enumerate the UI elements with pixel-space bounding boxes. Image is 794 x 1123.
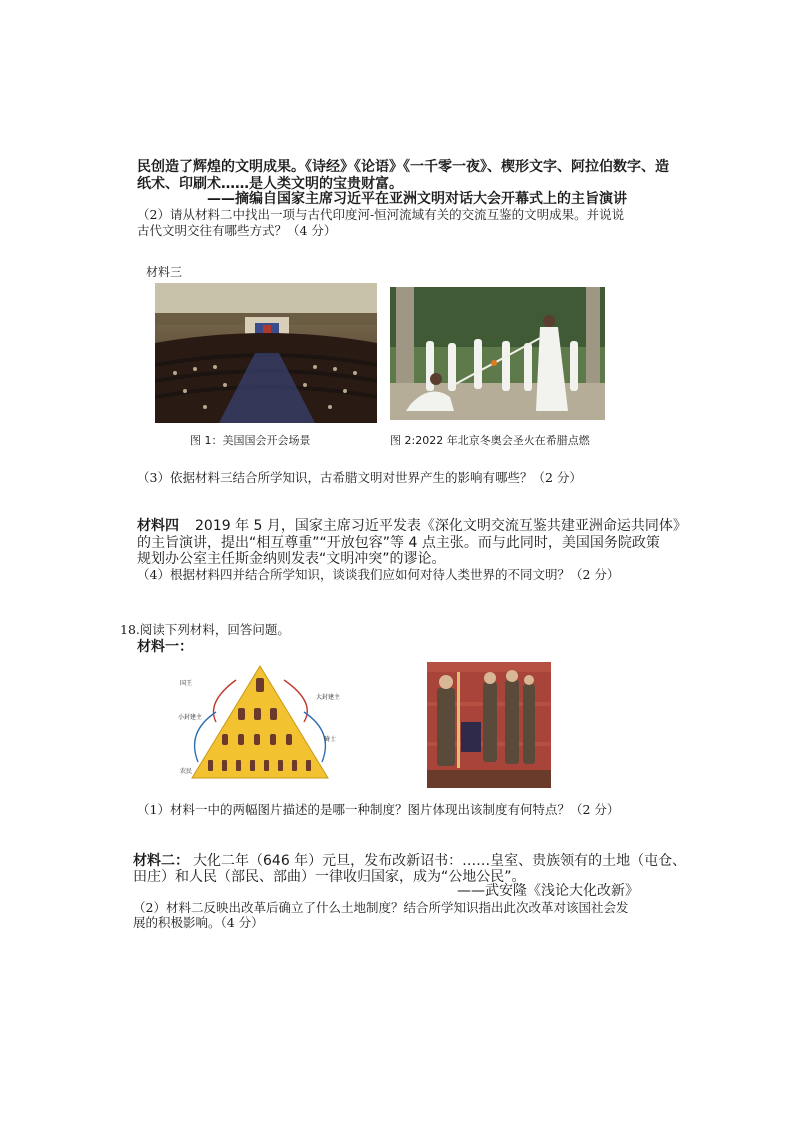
figure-1-caption: 图 1：美国国会开会场景 (190, 434, 311, 447)
material-2-line-1: 大化二年（646 年）元旦，发布改新诏书：……皇室、贵族领有的土地（屯仓、 (193, 853, 687, 869)
feudal-pyramid-diagram (176, 662, 356, 782)
question-18-title: 18.阅读下列材料，回答问题。 (120, 622, 290, 637)
question-18-2-line-1: （2）材料二反映出改革后确立了什么土地制度？结合所学知识指出此次改革对该国社会发 (133, 900, 629, 915)
pyramid-label-knight: 骑士 (324, 736, 337, 743)
material-2-source: ——武安隆《浅论大化改新》 (457, 883, 639, 899)
material-4-line-3: 规划办公室主任斯金纳则发表“文明冲突”的谬论。 (137, 551, 446, 567)
question-3: （3）依据材料三结合所学知识，古希腊文明对世界产生的影响有哪些？（2 分） (137, 470, 582, 485)
material-2-label: 材料二： (133, 853, 189, 869)
pyramid-label-peasant: 农民 (180, 768, 193, 775)
medieval-homage-painting (427, 662, 551, 788)
material-3-label: 材料三 (146, 265, 183, 279)
pyramid-label-great-lord: 大封建主 (316, 694, 341, 701)
material-2-line-2: 田庄）和人民（部民、部曲）一律收归国家，成为“公地公民”。 (133, 869, 526, 885)
intro-line-2: 纸术、印刷术……是人类文明的宝贵财富。 (137, 176, 403, 192)
congress-photo (155, 283, 377, 423)
pyramid-label-king: 国王 (180, 680, 193, 687)
question-2-line-1: （2）请从材料二中找出一项与古代印度河-恒河流域有关的交流互鉴的文明成果。并说说 (137, 207, 625, 222)
material-4-line-2: 的主旨演讲，提出“相互尊重”“开放包容”等 4 点主张。而与此同时，美国国务院政策 (137, 535, 660, 551)
pyramid-label-lesser-lord: 小封建主 (178, 714, 203, 721)
intro-source: ——摘编自国家主席习近平在亚洲文明对话大会开幕式上的主旨演讲 (207, 191, 627, 207)
question-4: （4）根据材料四并结合所学知识，谈谈我们应如何对待人类世界的不同文明？（2 分） (137, 567, 620, 582)
olympic-flame-photo (390, 287, 605, 420)
intro-line-1: 民创造了辉煌的文明成果。《诗经》《论语》《一千零一夜》、楔形文字、阿拉伯数字、造 (137, 159, 669, 175)
question-18-1: （1）材料一中的两幅图片描述的是哪一种制度？图片体现出该制度有何特点？（2 分） (137, 802, 620, 817)
figure-2-caption: 图 2:2022 年北京冬奥会圣火在希腊点燃 (390, 434, 590, 447)
material-4-line-1: 2019 年 5 月，国家主席习近平发表《深化文明交流互鉴共建亚洲命运共同体》 (195, 518, 687, 534)
material-1-label: 材料一： (137, 639, 193, 655)
material-4-label: 材料四 (137, 518, 179, 534)
question-2-line-2: 古代文明交往有哪些方式？（4 分） (137, 223, 337, 238)
question-18-2-line-2: 展的积极影响。（4 分） (133, 915, 264, 930)
